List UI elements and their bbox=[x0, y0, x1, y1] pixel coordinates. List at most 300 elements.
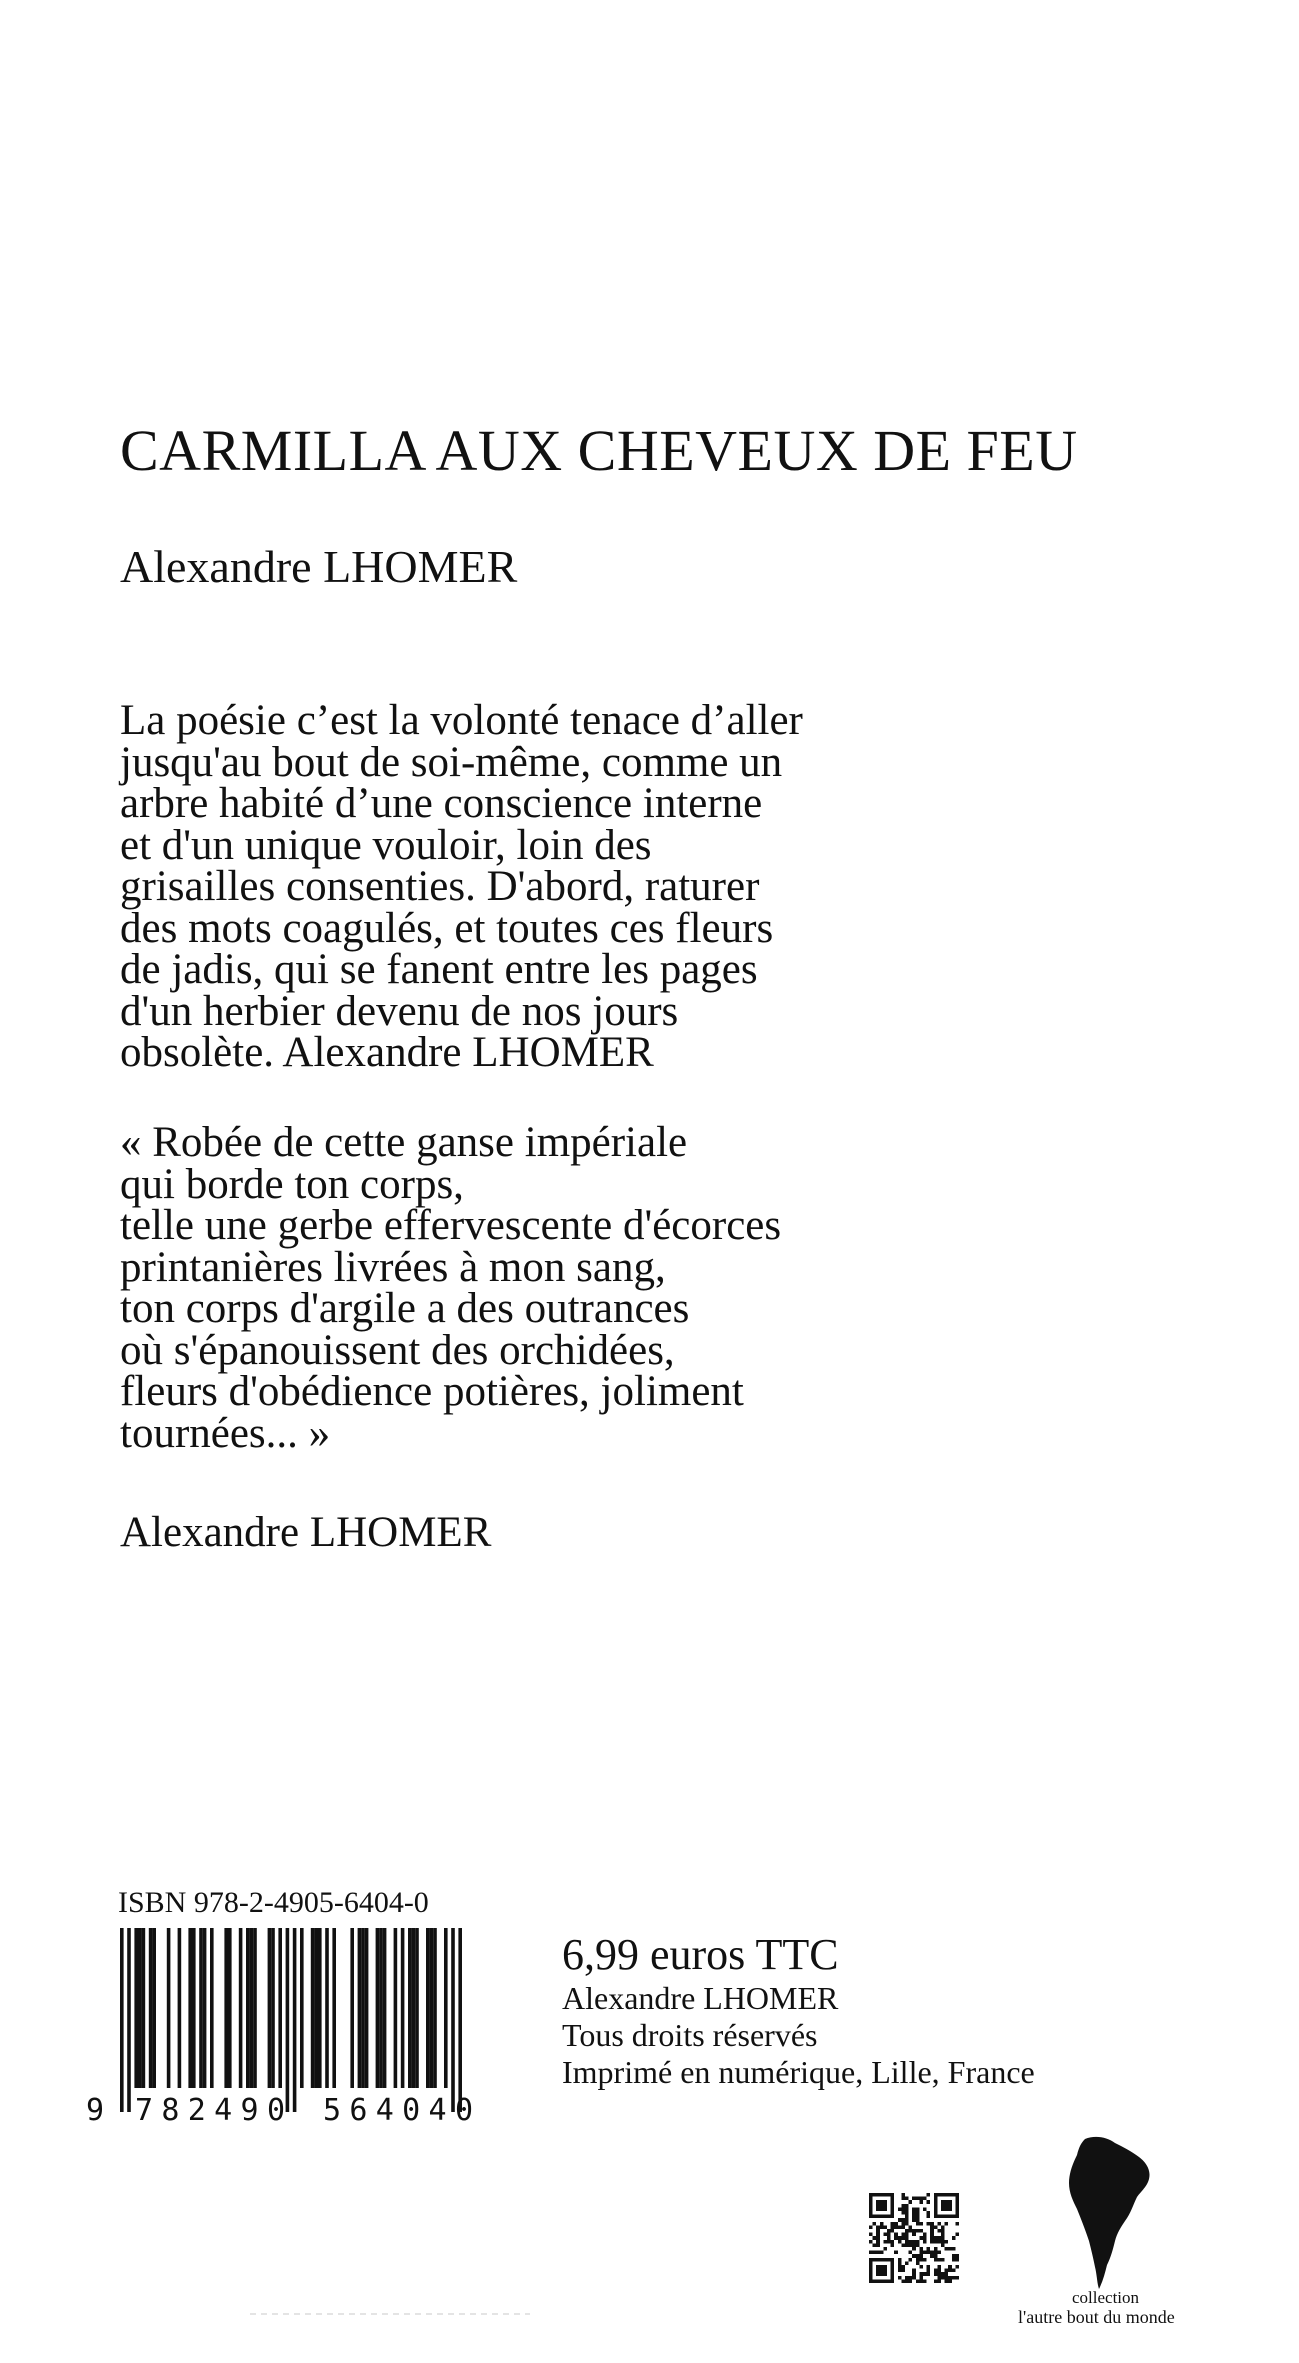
qr-module bbox=[919, 2222, 923, 2226]
qr-module bbox=[919, 2197, 923, 2201]
qr-module bbox=[912, 2272, 916, 2276]
qr-module bbox=[883, 2258, 887, 2262]
qr-module bbox=[927, 2211, 931, 2215]
qr-module bbox=[934, 2236, 938, 2240]
barcode-bar bbox=[250, 1928, 254, 2088]
qr-module bbox=[916, 2258, 920, 2262]
qr-module bbox=[934, 2247, 938, 2251]
qr-module bbox=[934, 2200, 938, 2204]
barcode-bar bbox=[318, 1928, 322, 2088]
qr-module bbox=[945, 2222, 949, 2226]
barcode-bar bbox=[246, 1928, 250, 2088]
qr-module bbox=[912, 2207, 916, 2211]
qr-module bbox=[912, 2276, 916, 2280]
barcode bbox=[80, 1928, 500, 2126]
qr-module bbox=[955, 2200, 959, 2204]
qr-module bbox=[934, 2279, 938, 2283]
qr-module bbox=[912, 2240, 916, 2244]
qr-module bbox=[948, 2193, 952, 2197]
qr-module bbox=[883, 2215, 887, 2219]
qr-module bbox=[869, 2207, 873, 2211]
qr-module bbox=[883, 2269, 887, 2273]
book-title: CARMILLA AUX CHEVEUX DE FEU bbox=[120, 418, 1078, 483]
qr-module bbox=[891, 2265, 895, 2269]
barcode-bar bbox=[134, 1928, 138, 2088]
qr-module bbox=[891, 2272, 895, 2276]
qr-module bbox=[891, 2204, 895, 2208]
qr-module bbox=[930, 2229, 934, 2233]
blurb-line: des mots coagulés, et toutes ces fleurs bbox=[120, 904, 774, 952]
qr-module bbox=[891, 2200, 895, 2204]
barcode-bar bbox=[224, 1928, 228, 2088]
qr-module bbox=[880, 2279, 884, 2283]
qr-module bbox=[887, 2236, 891, 2240]
barcode-bar bbox=[376, 1928, 380, 2088]
blurb-line: grisailles consenties. D'abord, raturer bbox=[120, 863, 760, 910]
qr-module bbox=[912, 2197, 916, 2201]
qr-module bbox=[883, 2204, 887, 2208]
qr-module bbox=[934, 2197, 938, 2201]
qr-module bbox=[930, 2225, 934, 2229]
qr-module bbox=[955, 2258, 959, 2262]
barcode-bar bbox=[300, 1928, 304, 2088]
quote-line: tournées... » bbox=[120, 1409, 331, 1457]
quote-line: fleurs d'obédience potières, joliment bbox=[120, 1368, 744, 1415]
qr-module bbox=[898, 2218, 902, 2222]
qr-module bbox=[919, 2279, 923, 2283]
qr-module bbox=[880, 2269, 884, 2273]
qr-module bbox=[876, 2229, 880, 2233]
qr-module bbox=[901, 2225, 905, 2229]
qr-module bbox=[937, 2272, 941, 2276]
qr-module bbox=[873, 2215, 877, 2219]
qr-module bbox=[912, 2218, 916, 2222]
qr-module bbox=[891, 2207, 895, 2211]
qr-module bbox=[916, 2240, 920, 2244]
qr-module bbox=[912, 2215, 916, 2219]
qr-module bbox=[887, 2193, 891, 2197]
barcode-digits bbox=[86, 2093, 473, 2126]
qr-module bbox=[876, 2258, 880, 2262]
qr-module bbox=[869, 2258, 873, 2262]
qr-module bbox=[898, 2236, 902, 2240]
qr-module bbox=[901, 2243, 905, 2247]
barcode-bar bbox=[379, 1928, 383, 2088]
barcode-bar bbox=[332, 1928, 336, 2088]
qr-module bbox=[905, 2276, 909, 2280]
qr-module bbox=[916, 2215, 920, 2219]
qr-module bbox=[937, 2276, 941, 2280]
qr-module bbox=[941, 2225, 945, 2229]
qr-module bbox=[945, 2215, 949, 2219]
qr-module bbox=[941, 2207, 945, 2211]
rights-notice: Tous droits réservés bbox=[562, 2017, 818, 2053]
qr-module bbox=[916, 2243, 920, 2247]
qr-module bbox=[934, 2272, 938, 2276]
qr-module bbox=[876, 2215, 880, 2219]
barcode-bar bbox=[199, 1928, 203, 2088]
qr-module bbox=[948, 2265, 952, 2269]
qr-module bbox=[898, 2258, 902, 2262]
qr-module bbox=[873, 2243, 877, 2247]
qr-module bbox=[894, 2236, 898, 2240]
qr-module bbox=[891, 2279, 895, 2283]
qr-module bbox=[941, 2276, 945, 2280]
qr-module bbox=[952, 2193, 956, 2197]
qr-module bbox=[880, 2207, 884, 2211]
qr-module bbox=[905, 2236, 909, 2240]
qr-module bbox=[919, 2265, 923, 2269]
qr-module bbox=[937, 2222, 941, 2226]
qr-module bbox=[869, 2265, 873, 2269]
barcode-bar bbox=[167, 1928, 171, 2088]
qr-module bbox=[948, 2207, 952, 2211]
qr-module bbox=[948, 2279, 952, 2283]
qr-module bbox=[876, 2251, 880, 2255]
qr-module bbox=[955, 2265, 959, 2269]
qr-module bbox=[883, 2193, 887, 2197]
qr-module bbox=[880, 2215, 884, 2219]
qr-module bbox=[927, 2269, 931, 2273]
price-label: 6,99 euros TTC bbox=[562, 1930, 839, 1979]
barcode-bar bbox=[286, 1928, 290, 2112]
qr-module bbox=[923, 2233, 927, 2237]
qr-module bbox=[923, 2240, 927, 2244]
qr-module bbox=[901, 2236, 905, 2240]
qr-module bbox=[927, 2193, 931, 2197]
qr-module bbox=[883, 2207, 887, 2211]
qr-module bbox=[876, 2193, 880, 2197]
qr-module bbox=[880, 2225, 884, 2229]
qr-module bbox=[876, 2279, 880, 2283]
qr-module bbox=[941, 2193, 945, 2197]
qr-module bbox=[901, 2204, 905, 2208]
barcode-bar bbox=[268, 1928, 272, 2088]
qr-module bbox=[934, 2193, 938, 2197]
qr-module bbox=[945, 2240, 949, 2244]
qr-module bbox=[952, 2236, 956, 2240]
qr-module bbox=[869, 2197, 873, 2201]
quote-line: « Robée de cette ganse impériale bbox=[120, 1119, 688, 1166]
qr-module bbox=[927, 2272, 931, 2276]
quote-line: où s'épanouissent des orchidées, bbox=[120, 1326, 675, 1374]
qr-module bbox=[891, 2222, 895, 2226]
barcode-bar bbox=[178, 1928, 182, 2088]
qr-module bbox=[891, 2269, 895, 2273]
barcode-bar bbox=[149, 1928, 153, 2088]
qr-module bbox=[887, 2279, 891, 2283]
qr-module bbox=[941, 2240, 945, 2244]
qr-module bbox=[930, 2254, 934, 2258]
qr-module bbox=[905, 2240, 909, 2244]
qr-module bbox=[869, 2269, 873, 2273]
qr-module bbox=[905, 2204, 909, 2208]
barcode-bar bbox=[192, 1928, 196, 2088]
qr-module bbox=[876, 2236, 880, 2240]
qr-module bbox=[919, 2276, 923, 2280]
qr-module bbox=[891, 2197, 895, 2201]
qr-module bbox=[934, 2254, 938, 2258]
qr-module bbox=[934, 2269, 938, 2273]
qr-module bbox=[952, 2215, 956, 2219]
qr-module bbox=[916, 2211, 920, 2215]
qr-module bbox=[869, 2200, 873, 2204]
qr-module bbox=[905, 2279, 909, 2283]
qr-module bbox=[916, 2197, 920, 2201]
qr-module bbox=[876, 2200, 880, 2204]
qr-module bbox=[873, 2236, 877, 2240]
qr-module bbox=[905, 2233, 909, 2237]
qr-module bbox=[901, 2279, 905, 2283]
qr-module bbox=[891, 2261, 895, 2265]
printing-notice: Imprimé en numérique, Lille, France bbox=[562, 2054, 1035, 2090]
qr-module bbox=[873, 2279, 877, 2283]
qr-module bbox=[934, 2225, 938, 2229]
qr-module bbox=[941, 2215, 945, 2219]
qr-module bbox=[919, 2229, 923, 2233]
qr-module bbox=[901, 2218, 905, 2222]
qr-module bbox=[912, 2254, 916, 2258]
blurb-paragraph bbox=[120, 697, 1120, 1076]
qr-module bbox=[937, 2251, 941, 2255]
qr-module bbox=[955, 2193, 959, 2197]
barcode-bar bbox=[430, 1928, 434, 2088]
qr-module bbox=[945, 2200, 949, 2204]
qr-module bbox=[901, 2197, 905, 2201]
qr-module bbox=[941, 2229, 945, 2233]
qr-module bbox=[869, 2272, 873, 2276]
qr-module bbox=[945, 2207, 949, 2211]
qr-module bbox=[941, 2272, 945, 2276]
qr-module bbox=[955, 2207, 959, 2211]
qr-module bbox=[919, 2236, 923, 2240]
barcode-bar bbox=[458, 1928, 462, 2112]
qr-module bbox=[876, 2233, 880, 2237]
qr-code-icon bbox=[869, 2193, 959, 2283]
qr-module bbox=[941, 2233, 945, 2237]
qr-module bbox=[891, 2193, 895, 2197]
barcode-bar bbox=[433, 1928, 437, 2088]
qr-module bbox=[909, 2243, 913, 2247]
qr-module bbox=[941, 2258, 945, 2262]
qr-module bbox=[934, 2258, 938, 2262]
qr-module bbox=[927, 2251, 931, 2255]
book-author: Alexandre LHOMER bbox=[120, 541, 518, 592]
barcode-bar bbox=[188, 1928, 192, 2088]
barcode-bar bbox=[152, 1928, 156, 2088]
qr-module bbox=[945, 2269, 949, 2273]
qr-module bbox=[948, 2276, 952, 2280]
qr-module bbox=[923, 2236, 927, 2240]
qr-module bbox=[891, 2258, 895, 2262]
qr-module bbox=[955, 2215, 959, 2219]
qr-module bbox=[869, 2215, 873, 2219]
qr-module bbox=[876, 2204, 880, 2208]
barcode-bar bbox=[444, 1928, 448, 2088]
qr-module bbox=[901, 2222, 905, 2226]
qr-module bbox=[941, 2236, 945, 2240]
barcode-bar bbox=[451, 1928, 455, 2112]
qr-module bbox=[934, 2240, 938, 2244]
qr-module bbox=[930, 2233, 934, 2237]
quote-attribution: Alexandre LHOMER bbox=[120, 1509, 492, 1556]
barcode-bar bbox=[293, 1928, 297, 2112]
barcode-bar bbox=[138, 1928, 142, 2088]
qr-module bbox=[955, 2211, 959, 2215]
qr-module bbox=[919, 2254, 923, 2258]
publisher-author: Alexandre LHOMER bbox=[562, 1980, 839, 2016]
blurb-line: arbre habité d’une conscience interne bbox=[120, 780, 763, 827]
collection-label: collection bbox=[1072, 2288, 1140, 2307]
qr-module bbox=[887, 2233, 891, 2237]
qr-module bbox=[916, 2229, 920, 2233]
qr-module bbox=[923, 2207, 927, 2211]
qr-module bbox=[876, 2225, 880, 2229]
qr-module bbox=[952, 2254, 956, 2258]
qr-module bbox=[948, 2247, 952, 2251]
barcode-bar bbox=[325, 1928, 329, 2088]
qr-module bbox=[869, 2279, 873, 2283]
qr-module bbox=[898, 2269, 902, 2273]
qr-module bbox=[952, 2269, 956, 2273]
qr-module bbox=[905, 2243, 909, 2247]
qr-module bbox=[948, 2269, 952, 2273]
qr-module bbox=[916, 2207, 920, 2211]
qr-module bbox=[869, 2240, 873, 2244]
publisher-logo bbox=[1065, 2133, 1153, 2293]
qr-module bbox=[927, 2222, 931, 2226]
qr-module bbox=[912, 2243, 916, 2247]
qr-module bbox=[930, 2222, 934, 2226]
poem-quote bbox=[120, 1119, 1170, 1457]
blurb-line: de jadis, qui se fanent entre les pages bbox=[120, 946, 758, 993]
qr-module bbox=[955, 2276, 959, 2280]
qr-module bbox=[901, 2233, 905, 2237]
qr-module bbox=[912, 2247, 916, 2251]
qr-module bbox=[887, 2229, 891, 2233]
qr-module bbox=[909, 2200, 913, 2204]
qr-module bbox=[912, 2211, 916, 2215]
qr-module bbox=[901, 2211, 905, 2215]
qr-module bbox=[952, 2276, 956, 2280]
qr-module bbox=[909, 2240, 913, 2244]
barcode-bar bbox=[228, 1928, 232, 2088]
barcode-bar bbox=[120, 1928, 124, 2112]
qr-module bbox=[927, 2265, 931, 2269]
qr-module bbox=[916, 2261, 920, 2265]
barcode-bar bbox=[311, 1928, 315, 2088]
qr-module bbox=[916, 2218, 920, 2222]
qr-module bbox=[887, 2240, 891, 2244]
qr-module bbox=[937, 2215, 941, 2219]
qr-module bbox=[955, 2233, 959, 2237]
qr-module bbox=[876, 2265, 880, 2269]
qr-module bbox=[905, 2215, 909, 2219]
qr-module bbox=[901, 2269, 905, 2273]
qr-module bbox=[901, 2207, 905, 2211]
qr-module bbox=[898, 2225, 902, 2229]
qr-module bbox=[909, 2258, 913, 2262]
qr-module bbox=[905, 2229, 909, 2233]
qr-module bbox=[880, 2222, 884, 2226]
qr-module bbox=[883, 2265, 887, 2269]
south-america-silhouette-icon bbox=[1065, 2133, 1153, 2293]
qr-module bbox=[945, 2272, 949, 2276]
barcode-bar bbox=[239, 1928, 243, 2088]
barcode-lead-digit: 9 bbox=[86, 2093, 105, 2126]
qr-module bbox=[916, 2279, 920, 2283]
barcode-right-group: 564040 bbox=[323, 2093, 473, 2126]
qr-module bbox=[937, 2279, 941, 2283]
barcode-bar bbox=[401, 1928, 405, 2088]
barcode-bar bbox=[383, 1928, 387, 2088]
qr-module bbox=[923, 2251, 927, 2255]
qr-module bbox=[916, 2254, 920, 2258]
qr-module bbox=[948, 2204, 952, 2208]
qr-module bbox=[891, 2211, 895, 2215]
qr-module bbox=[952, 2258, 956, 2262]
qr-module bbox=[945, 2276, 949, 2280]
qr-module bbox=[934, 2215, 938, 2219]
qr-module bbox=[930, 2240, 934, 2244]
qr-module bbox=[869, 2204, 873, 2208]
qr-module bbox=[948, 2200, 952, 2204]
qr-module bbox=[909, 2225, 913, 2229]
qr-module bbox=[919, 2247, 923, 2251]
qr-module bbox=[887, 2258, 891, 2262]
barcode-bars bbox=[120, 1928, 462, 2112]
qr-module bbox=[955, 2197, 959, 2201]
isbn-label: ISBN 978-2-4905-6404-0 bbox=[118, 1886, 429, 1919]
qr-module bbox=[901, 2193, 905, 2197]
blurb-line: et d'un unique vouloir, loin des bbox=[120, 821, 652, 869]
qr-module bbox=[937, 2258, 941, 2262]
qr-module bbox=[905, 2197, 909, 2201]
barcode-bar bbox=[314, 1928, 318, 2088]
qr-module bbox=[876, 2207, 880, 2211]
quote-line: ton corps d'argile a des outrances bbox=[120, 1285, 690, 1332]
qr-module bbox=[948, 2215, 952, 2219]
qr-module bbox=[937, 2269, 941, 2273]
qr-module bbox=[930, 2251, 934, 2255]
qr-module bbox=[894, 2233, 898, 2237]
barcode-bar bbox=[408, 1928, 412, 2088]
qr-module bbox=[945, 2279, 949, 2283]
qr-module bbox=[898, 2265, 902, 2269]
barcode-left-group: 782490 bbox=[135, 2093, 285, 2126]
qr-module bbox=[891, 2215, 895, 2219]
qr-module bbox=[905, 2218, 909, 2222]
qr-module bbox=[934, 2204, 938, 2208]
barcode-bar bbox=[415, 1928, 419, 2088]
qr-module bbox=[891, 2243, 895, 2247]
qr-module bbox=[883, 2225, 887, 2229]
qr-module bbox=[927, 2247, 931, 2251]
quote-line: telle une gerbe effervescente d'écorces bbox=[120, 1202, 782, 1249]
qr-module bbox=[927, 2215, 931, 2219]
qr-module bbox=[912, 2229, 916, 2233]
qr-module bbox=[898, 2240, 902, 2244]
barcode-bar bbox=[203, 1928, 207, 2088]
qr-code-graphic bbox=[869, 2193, 959, 2283]
qr-module bbox=[919, 2251, 923, 2255]
qr-module bbox=[894, 2251, 898, 2255]
qr-module bbox=[869, 2261, 873, 2265]
qr-module bbox=[869, 2225, 873, 2229]
qr-module bbox=[894, 2222, 898, 2226]
qr-module bbox=[912, 2233, 916, 2237]
faint-divider bbox=[250, 2313, 530, 2315]
